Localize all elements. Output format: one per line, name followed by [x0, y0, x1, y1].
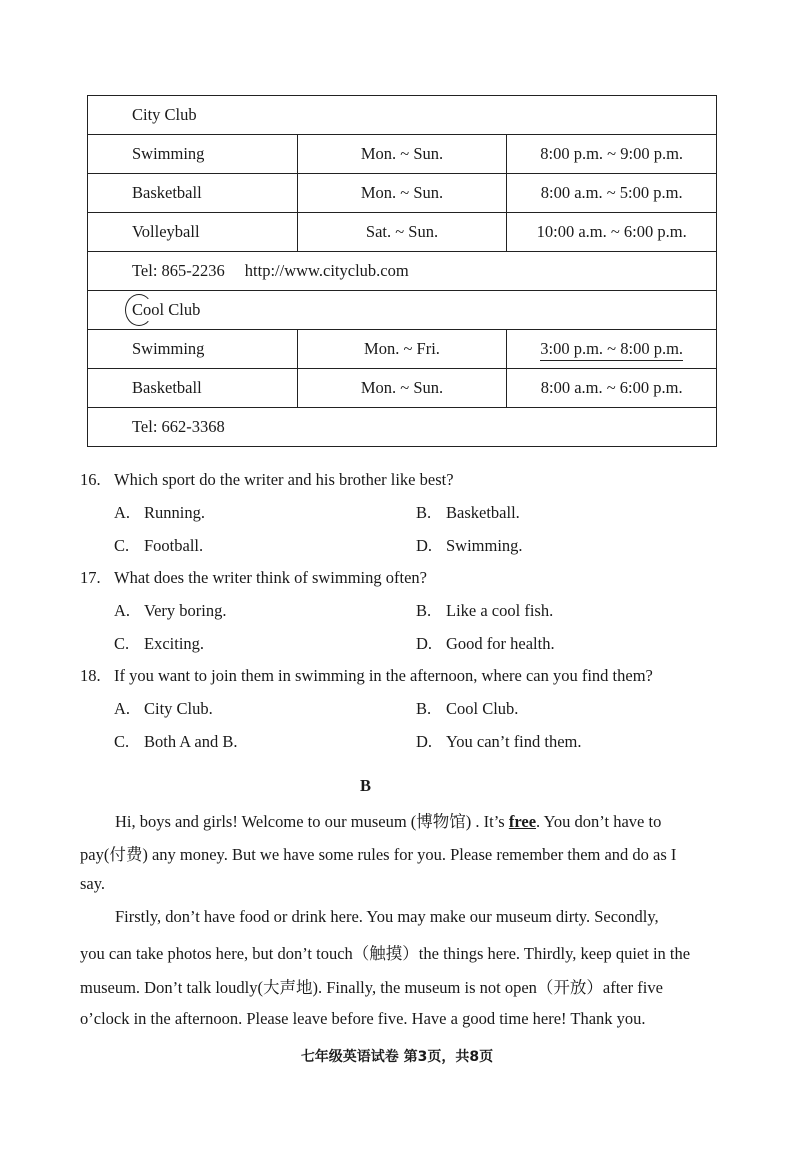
option-d [416, 732, 582, 752]
passage-line: o’clock in the afternoon. Please leave before five. Have a good time here! Thank you. [80, 1009, 646, 1028]
cool-club-title [88, 291, 717, 330]
sport-cell: Basketball [88, 369, 298, 408]
time-cell [507, 330, 717, 369]
time-cell: 10:00 a.m. ~ 6:00 p.m. [507, 213, 717, 252]
sport-cell: Basketball [88, 174, 298, 213]
table-row [88, 174, 717, 213]
passage-line: pay(付费) any money. But we have some rules for you. Please remember them and do as I [80, 845, 677, 864]
table-row [88, 369, 717, 408]
days-cell: Mon. ~ Fri. [297, 330, 507, 369]
sport-cell: Swimming [88, 330, 298, 369]
days-cell: Sat. ~ Sun. [297, 213, 507, 252]
passage-text: Hi, boys and girls! Welcome to our museum (博物馆) . It’s [115, 812, 509, 831]
question-text: Which sport do the writer and his brother like best? [114, 470, 454, 489]
option-letter: D. [416, 634, 433, 653]
passage-line: Firstly, don’t have food or drink here. You may make our museum dirty. Secondly, [115, 907, 659, 926]
option-letter: B. [416, 503, 432, 522]
passage-text: . You don’t have to [536, 812, 662, 831]
time-cell: 8:00 p.m. ~ 9:00 p.m. [507, 135, 717, 174]
passage-line [115, 808, 661, 832]
option-b [416, 503, 520, 523]
page-footer: 七年级英语试卷 第3页，共8页 [300, 1049, 494, 1065]
city-club-title: City Club [88, 96, 717, 135]
option-text: City Club. [144, 699, 213, 718]
city-club-contact [88, 252, 717, 291]
option-letter: B. [416, 699, 432, 718]
sport-cell: Volleyball [88, 213, 298, 252]
option-c [114, 732, 238, 752]
option-text: You can’t find them. [446, 732, 582, 751]
option-letter: D. [416, 732, 433, 751]
question-number: 17. [80, 568, 101, 587]
passage-line: you can take photos here, but don’t touch（触摸）the things here. Thirdly, keep quiet in the [80, 944, 691, 963]
option-b [416, 601, 553, 621]
option-text: Exciting. [144, 634, 205, 653]
time-cell: 8:00 a.m. ~ 5:00 p.m. [507, 174, 717, 213]
table-row [88, 330, 717, 369]
question-number: 18. [80, 666, 101, 685]
option-letter: B. [416, 601, 432, 620]
city-club-url: http://www.cityclub.com [244, 261, 409, 280]
underlined-time: 3:00 p.m. ~ 8:00 p.m. [540, 339, 683, 361]
cool-club-header-row [88, 291, 717, 330]
city-club-contact-row [88, 252, 717, 291]
question-16 [80, 470, 454, 490]
city-club-header-row [88, 96, 717, 135]
option-letter: A. [114, 503, 131, 522]
table-row [88, 213, 717, 252]
days-cell: Mon. ~ Sun. [297, 135, 507, 174]
option-letter: C. [114, 536, 130, 555]
option-text: Very boring. [144, 601, 227, 620]
time-cell: 8:00 a.m. ~ 6:00 p.m. [507, 369, 717, 408]
cool-club-title-rest: ool Club [143, 300, 201, 319]
question-text: What does the writer think of swimming often? [114, 568, 427, 587]
option-c [114, 536, 203, 556]
cool-club-contact-row [88, 408, 717, 447]
passage-line: say. [80, 874, 106, 893]
option-a [114, 503, 205, 523]
option-letter: A. [114, 699, 131, 718]
days-cell: Mon. ~ Sun. [297, 369, 507, 408]
days-cell: Mon. ~ Sun. [297, 174, 507, 213]
question-text: If you want to join them in swimming in the afternoon, where can you find them? [114, 666, 653, 685]
underlined-word: free [508, 812, 537, 831]
option-b [416, 699, 518, 719]
option-a [114, 699, 213, 719]
option-text: Cool Club. [446, 699, 519, 718]
option-letter: C. [114, 634, 130, 653]
option-d [416, 634, 555, 654]
option-a [114, 601, 226, 621]
option-text: Good for health. [446, 634, 555, 653]
sport-cell: Swimming [88, 135, 298, 174]
cool-club-title-initial: C [132, 300, 144, 319]
option-d [416, 536, 523, 556]
option-c [114, 634, 204, 654]
passage-line: museum. Don’t talk loudly(大声地). Finally, the museum is not open（开放）after five [80, 978, 663, 997]
option-text: Like a cool fish. [446, 601, 554, 620]
option-text: Basketball. [446, 503, 520, 522]
option-letter: D. [416, 536, 433, 555]
circled-letter [132, 300, 143, 320]
option-text: Football. [144, 536, 204, 555]
question-17 [80, 568, 427, 588]
question-number: 16. [80, 470, 101, 489]
table-row [88, 135, 717, 174]
option-text: Both A and B. [144, 732, 238, 751]
option-letter: C. [114, 732, 130, 751]
option-text: Swimming. [446, 536, 523, 555]
option-text: Running. [144, 503, 205, 522]
cool-club-tel: Tel: 662-3368 [88, 408, 717, 447]
section-label: B [360, 776, 372, 795]
club-schedule-table [87, 95, 717, 447]
option-letter: A. [114, 601, 131, 620]
question-18 [80, 666, 653, 686]
city-club-tel: Tel: 865-2236 [132, 261, 225, 280]
